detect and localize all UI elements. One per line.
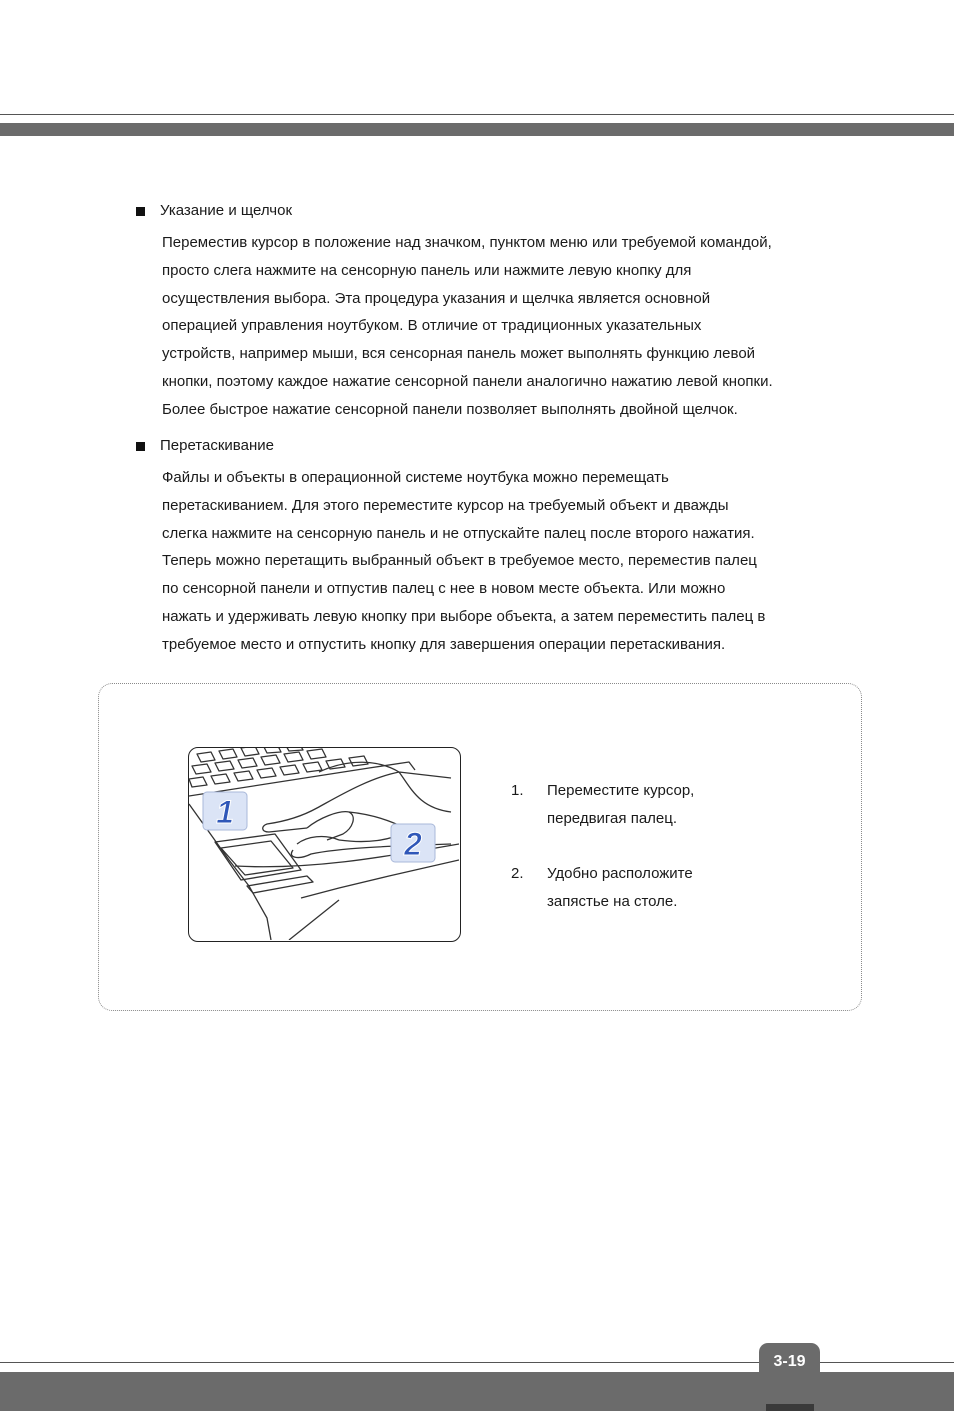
step-text-line: Переместите курсор, bbox=[547, 782, 695, 799]
section-title: Указание и щелчок bbox=[160, 202, 293, 219]
section-heading bbox=[136, 201, 836, 221]
list-item bbox=[511, 860, 811, 916]
instruction-steps bbox=[511, 777, 811, 943]
step-2-badge bbox=[391, 824, 435, 862]
step-1-badge bbox=[203, 792, 247, 830]
section-pointing bbox=[136, 201, 836, 424]
paragraph-line: требуемое место и отпустить кнопку для завершения операции перетаскивания. bbox=[162, 635, 726, 653]
step-text-line: запястье на столе. bbox=[547, 893, 678, 910]
section-heading bbox=[136, 436, 836, 456]
paragraph-line: по сенсорной панели и отпустив палец с нее в новом месте объекта. Или можно bbox=[162, 580, 726, 598]
step-1-number: 1 bbox=[216, 794, 234, 830]
paragraph-line: устройств, например мыши, вся сенсорная панель может выполнять функцию левой bbox=[162, 345, 756, 363]
page-number: 3-19 bbox=[759, 1343, 820, 1381]
section-paragraph bbox=[162, 229, 836, 424]
paragraph-line: Более быстрое нажатие сенсорной панели позволяет выполнять двойной щелчок. bbox=[162, 400, 738, 418]
step-2-number: 2 bbox=[404, 826, 422, 862]
square-bullet-icon bbox=[136, 207, 145, 216]
paragraph-line: кнопки, поэтому каждое нажатие сенсорной панели аналогично нажатию левой кнопки. bbox=[162, 372, 773, 390]
paragraph-line: Файлы и объекты в операционной системе ноутбука можно перемещать bbox=[162, 469, 669, 486]
paragraph-line: перетаскиванием. Для этого переместите курсор на требуемый объект и дважды bbox=[162, 496, 729, 514]
section-dragging bbox=[136, 436, 836, 659]
paragraph-line: операцией управления ноутбуком. В отличие от традиционных указательных bbox=[162, 317, 702, 335]
header-rule bbox=[0, 114, 954, 115]
paragraph-line: нажать и удерживать левую кнопку при выборе объекта, а затем переместить палец в bbox=[162, 607, 766, 625]
section-title: Перетаскивание bbox=[160, 437, 274, 454]
header-bar bbox=[0, 123, 954, 136]
step-number: 1. bbox=[511, 782, 524, 799]
laptop-hand-drawing bbox=[189, 748, 459, 940]
paragraph-line: Переместив курсор в положение над значком, пунктом меню или требуемой командой, bbox=[162, 234, 772, 251]
section-paragraph bbox=[162, 464, 836, 659]
square-bullet-icon bbox=[136, 442, 145, 451]
paragraph-line: Теперь можно перетащить выбранный объект в требуемое место, переместив палец bbox=[162, 552, 757, 570]
touchpad-illustration bbox=[188, 747, 461, 942]
step-number: 2. bbox=[511, 865, 524, 882]
list-item bbox=[511, 777, 811, 833]
paragraph-line: осуществления выбора. Эта процедура указания и щелчка является основной bbox=[162, 289, 711, 307]
paragraph-line: просто слега нажмите на сенсорную панель или нажмите левую кнопку для bbox=[162, 261, 692, 279]
step-text-line: Удобно расположите bbox=[547, 865, 693, 882]
footer-tab-stub bbox=[766, 1404, 814, 1411]
step-text-line: передвигая палец. bbox=[547, 810, 678, 827]
paragraph-line: слегка нажмите на сенсорную панель и не отпускайте палец после второго нажатия. bbox=[162, 524, 755, 542]
